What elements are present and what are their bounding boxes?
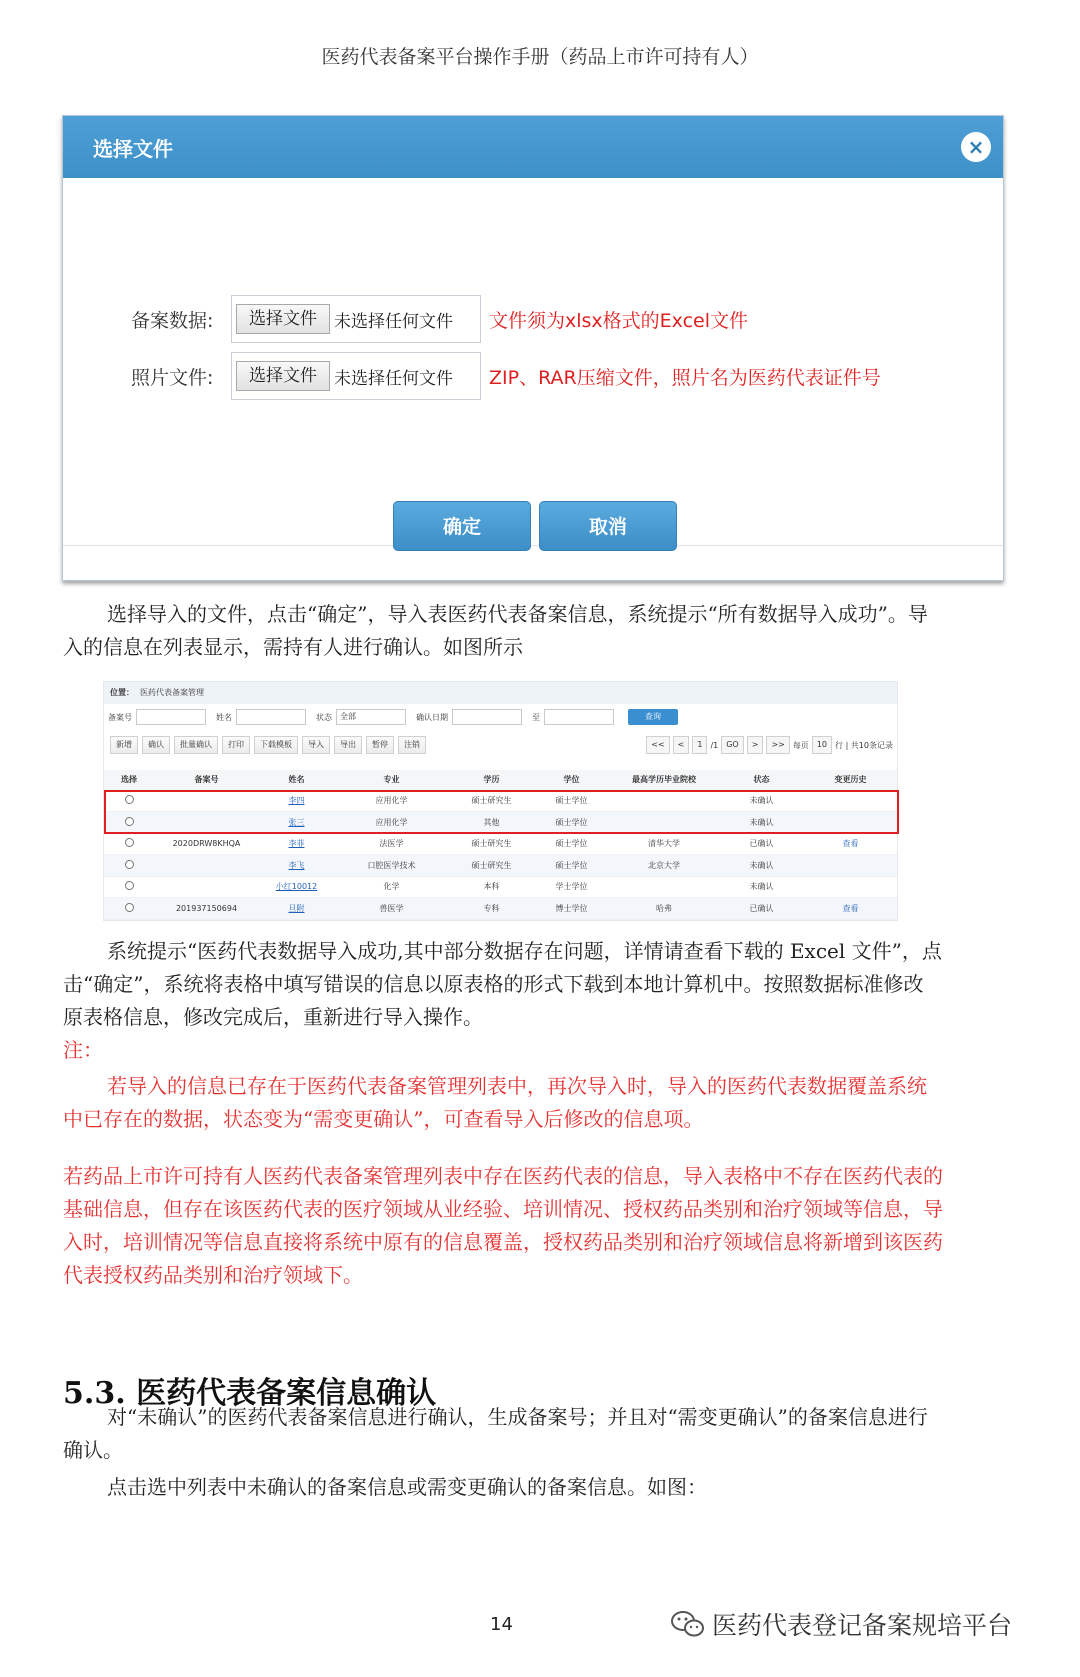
select-file-dialog bbox=[62, 115, 1004, 581]
photo-file-row bbox=[131, 352, 881, 400]
watermark bbox=[670, 1606, 1012, 1642]
col-select: 选择 bbox=[104, 770, 154, 790]
cell-school bbox=[609, 790, 719, 812]
toolbar bbox=[104, 730, 897, 760]
tool-cancel-button[interactable]: 注销 bbox=[398, 736, 426, 754]
cell-name-link[interactable]: 小红10012 bbox=[275, 882, 318, 892]
confirm-button[interactable]: 确定 bbox=[393, 501, 531, 551]
cell-record-no bbox=[154, 790, 259, 812]
cell-school: 北京大学 bbox=[609, 855, 719, 877]
pager-per-select[interactable]: 10 bbox=[812, 736, 832, 754]
cell-history bbox=[804, 855, 897, 877]
pager bbox=[646, 736, 897, 754]
row-radio[interactable] bbox=[125, 881, 134, 890]
view-history-link[interactable]: 查看 bbox=[842, 903, 859, 913]
filter-no-input[interactable] bbox=[136, 709, 206, 725]
filter-no-label: 备案号 bbox=[108, 712, 132, 722]
cell-status: 未确认 bbox=[719, 876, 804, 898]
watermark-text: 医药代表登记备案规培平台 bbox=[712, 1611, 1013, 1640]
table-row[interactable] bbox=[104, 790, 897, 812]
cell-history bbox=[804, 812, 897, 834]
tool-add-button[interactable]: 新增 bbox=[110, 736, 138, 754]
row-radio[interactable] bbox=[125, 860, 134, 869]
cell-record-no: 201937150694 bbox=[154, 898, 259, 920]
row-radio[interactable] bbox=[125, 817, 134, 826]
view-history-link[interactable]: 查看 bbox=[842, 839, 859, 849]
record-data-file-status: 未选择任何文件 bbox=[334, 311, 453, 332]
location-breadcrumb bbox=[104, 682, 897, 704]
cell-major: 化学 bbox=[334, 876, 449, 898]
pager-prev-button[interactable]: < bbox=[673, 736, 690, 754]
cell-status: 未确认 bbox=[719, 790, 804, 812]
tool-pause-button[interactable]: 暂停 bbox=[366, 736, 394, 754]
tool-download-template-button[interactable]: 下载模板 bbox=[254, 736, 298, 754]
note-paragraph-2: 若药品上市许可持有人医药代表备案管理列表中存在医药代表的信息，导入表格中不存在医药代表的基础信息，但存在该医药代表的医疗领域从业经验、培训情况、授权药品类别和治疗领域等信息，导入时，培训情况等信息直接将系统中原有的信息覆盖，授权药品类别和治疗领域信息将新增到该医药代表授权药品类别和治疗领域下。 bbox=[63, 1164, 943, 1287]
cell-degree: 学士学位 bbox=[534, 876, 609, 898]
cell-school: 哈弗 bbox=[609, 898, 719, 920]
cell-degree: 博士学位 bbox=[534, 898, 609, 920]
paragraph-import-intro: 选择导入的文件，点击“确定”，导入表医药代表备案信息，系统提示“所有数据导入成功”。导入的信息在列表显示，需持有人进行确认。如图所示 bbox=[63, 602, 928, 659]
dialog-title: 选择文件 bbox=[93, 137, 173, 161]
row-radio[interactable] bbox=[125, 903, 134, 912]
tool-import-button[interactable]: 导入 bbox=[302, 736, 330, 754]
cell-name-link[interactable]: 张三 bbox=[288, 817, 305, 827]
cell-record-no: 2020DRW8KHQA bbox=[154, 833, 259, 855]
cell-status: 未确认 bbox=[719, 812, 804, 834]
tool-batch-confirm-button[interactable]: 批量确认 bbox=[174, 736, 218, 754]
record-data-choose-button[interactable]: 选择文件 bbox=[236, 304, 330, 334]
col-record-no: 备案号 bbox=[154, 770, 259, 790]
filter-status-select[interactable]: 全部 bbox=[336, 709, 406, 725]
location-value: 医药代表备案管理 bbox=[140, 688, 204, 697]
note-paragraph-1: 若导入的信息已存在于医药代表备案管理列表中，再次导入时，导入的医药代表数据覆盖系统中已存在的数据，状态变为“需变更确认”，可查看导入后修改的信息项。 bbox=[63, 1074, 927, 1131]
photo-file-status: 未选择任何文件 bbox=[334, 368, 453, 389]
photo-file-label: 照片文件: bbox=[131, 366, 214, 389]
table-row[interactable] bbox=[104, 876, 897, 898]
cell-record-no bbox=[154, 855, 259, 877]
table-row[interactable] bbox=[104, 833, 897, 855]
cell-degree: 硕士学位 bbox=[534, 790, 609, 812]
tool-export-button[interactable]: 导出 bbox=[334, 736, 362, 754]
cell-education: 硕士研究生 bbox=[449, 833, 534, 855]
cell-status: 已确认 bbox=[719, 833, 804, 855]
page-number: 14 bbox=[490, 1614, 513, 1635]
cell-education: 专科 bbox=[449, 898, 534, 920]
record-grid bbox=[104, 770, 897, 920]
cell-education: 本科 bbox=[449, 876, 534, 898]
cell-school: 清华大学 bbox=[609, 833, 719, 855]
cell-degree: 硕士学位 bbox=[534, 855, 609, 877]
close-icon[interactable]: × bbox=[961, 132, 991, 162]
cell-name-link[interactable]: 旦附 bbox=[288, 903, 305, 913]
filter-to-label: 至 bbox=[532, 712, 540, 722]
col-degree: 学位 bbox=[534, 770, 609, 790]
table-row[interactable] bbox=[104, 812, 897, 834]
record-data-file-input[interactable] bbox=[231, 295, 481, 343]
table-row[interactable] bbox=[104, 855, 897, 877]
record-data-hint: 文件须为xlsx格式的Excel文件 bbox=[489, 309, 748, 332]
filter-bar bbox=[104, 704, 897, 730]
cell-major: 口腔医学技术 bbox=[334, 855, 449, 877]
col-status: 状态 bbox=[719, 770, 804, 790]
paragraph-confirm-step: 点击选中列表中未确认的备案信息或需变更确认的备案信息。如图： bbox=[107, 1475, 707, 1499]
wechat-icon bbox=[670, 1609, 706, 1639]
location-label: 位置： bbox=[110, 688, 134, 697]
pager-total: /1 bbox=[710, 740, 719, 750]
cell-degree: 硕士学位 bbox=[534, 812, 609, 834]
paragraph-confirm-intro: 对“未确认”的医药代表备案信息进行确认，生成备案号；并且对“需变更确认”的备案信息进行确认。 bbox=[63, 1405, 928, 1462]
cell-major: 应用化学 bbox=[334, 790, 449, 812]
filter-date-to-input[interactable] bbox=[544, 709, 614, 725]
cell-major: 法医学 bbox=[334, 833, 449, 855]
cell-major: 应用化学 bbox=[334, 812, 449, 834]
photo-file-input[interactable] bbox=[231, 352, 481, 400]
table-row[interactable] bbox=[104, 898, 897, 920]
tool-print-button[interactable]: 打印 bbox=[222, 736, 250, 754]
pager-go-button[interactable]: GO bbox=[721, 736, 744, 754]
record-management-table-screenshot bbox=[103, 681, 898, 921]
paragraph-import-result: 系统提示“医药代表数据导入成功,其中部分数据存在问题，详情请查看下载的 Excel 文件”，点击“确定”，系统将表格中填写错误的信息以原表格的形式下载到本地计算机中。按照数据标准修改原表格信息，修改完成后，重新进行导入操作。 bbox=[63, 939, 942, 1029]
col-education: 学历 bbox=[449, 770, 534, 790]
record-data-row bbox=[131, 295, 748, 343]
pager-summary: 行 | 共10条记录 bbox=[835, 740, 893, 750]
cell-history bbox=[804, 876, 897, 898]
cancel-button[interactable]: 取消 bbox=[539, 501, 677, 551]
cell-school bbox=[609, 812, 719, 834]
cell-history bbox=[804, 790, 897, 812]
photo-file-choose-button[interactable]: 选择文件 bbox=[236, 361, 330, 391]
cell-status: 未确认 bbox=[719, 855, 804, 877]
pager-page-input[interactable]: 1 bbox=[692, 736, 707, 754]
col-school: 最高学历毕业院校 bbox=[609, 770, 719, 790]
filter-date-label: 确认日期 bbox=[416, 712, 448, 722]
filter-name-input[interactable] bbox=[236, 709, 306, 725]
filter-status-label: 状态 bbox=[316, 712, 332, 722]
row-radio[interactable] bbox=[125, 795, 134, 804]
query-button[interactable]: 查询 bbox=[628, 709, 678, 725]
tool-confirm-button[interactable]: 确认 bbox=[142, 736, 170, 754]
record-data-label: 备案数据: bbox=[131, 309, 214, 332]
cell-record-no bbox=[154, 876, 259, 898]
row-radio[interactable] bbox=[125, 838, 134, 847]
cell-school bbox=[609, 876, 719, 898]
photo-file-hint: ZIP、RAR压缩文件，照片名为医药代表证件号 bbox=[489, 366, 881, 389]
cell-education: 硕士研究生 bbox=[449, 790, 534, 812]
note-label: 注： bbox=[63, 1038, 103, 1062]
col-major: 专业 bbox=[334, 770, 449, 790]
pager-last-button[interactable]: >> bbox=[766, 736, 789, 754]
grid-header-row bbox=[104, 770, 897, 790]
dialog-header bbox=[63, 116, 1003, 178]
col-history: 变更历史 bbox=[804, 770, 897, 790]
dialog-footer bbox=[393, 501, 677, 551]
col-name: 姓名 bbox=[259, 770, 334, 790]
cell-status: 已确认 bbox=[719, 898, 804, 920]
pager-next-button[interactable]: > bbox=[747, 736, 764, 754]
cell-record-no bbox=[154, 812, 259, 834]
cell-education: 其他 bbox=[449, 812, 534, 834]
cell-name-link[interactable]: 李飞 bbox=[288, 860, 305, 870]
cell-name-link[interactable]: 李菲 bbox=[288, 839, 305, 849]
filter-name-label: 姓名 bbox=[216, 712, 232, 722]
filter-date-from-input[interactable] bbox=[452, 709, 522, 725]
page-header: 医药代表备案平台操作手册（药品上市许可持有人） bbox=[321, 46, 759, 68]
pager-per-label: 每页 bbox=[792, 740, 809, 750]
dialog-body bbox=[63, 178, 1003, 546]
cell-degree: 硕士学位 bbox=[534, 833, 609, 855]
cell-education: 硕士研究生 bbox=[449, 855, 534, 877]
cell-major: 兽医学 bbox=[334, 898, 449, 920]
section-title: 5.3. 医药代表备案信息确认 bbox=[63, 1376, 437, 1411]
pager-first-button[interactable]: << bbox=[646, 736, 669, 754]
cell-name-link[interactable]: 李四 bbox=[288, 796, 305, 806]
